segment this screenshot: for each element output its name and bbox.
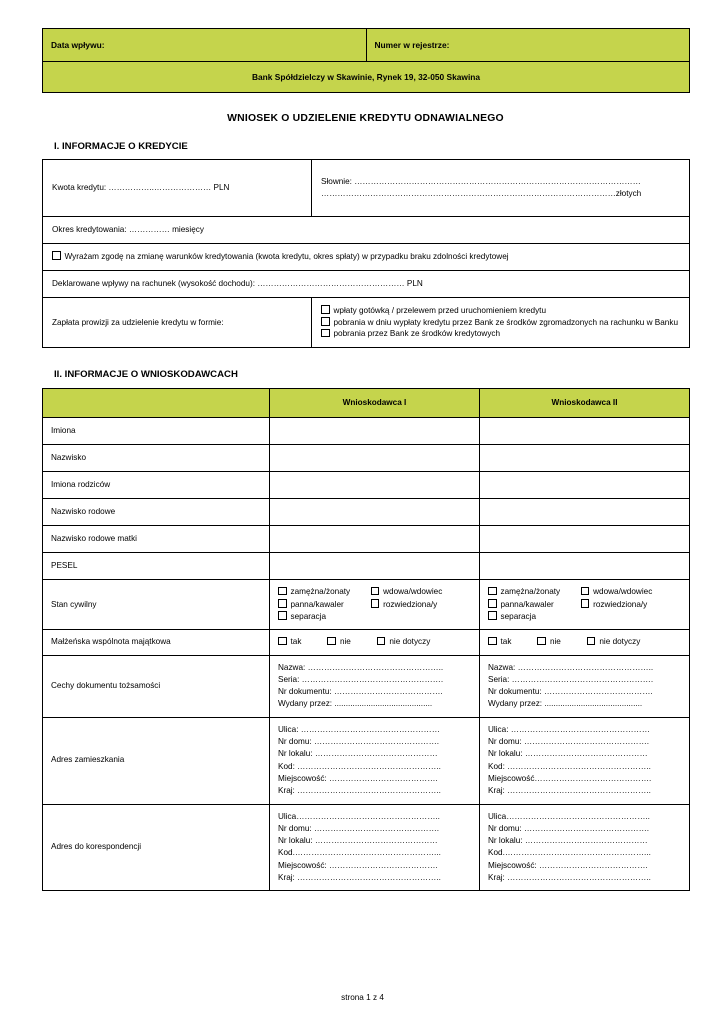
marital-option[interactable] (278, 611, 471, 623)
id-line: Wydany przez: ........................................... (488, 699, 643, 709)
applicant-2-value[interactable] (480, 445, 690, 472)
checkbox-icon[interactable] (321, 305, 330, 314)
credit-consent-cell (43, 243, 690, 270)
declared-income-cell: Deklarowane wpływy na rachunek (wysokość dochodu): ……………………………………………… PLN (43, 270, 690, 297)
checkbox-icon[interactable] (377, 637, 386, 646)
commission-option-3[interactable] (321, 328, 680, 340)
applicant-1-value[interactable] (270, 526, 480, 553)
checkbox-icon[interactable] (371, 587, 380, 596)
address-line: Kraj: …………………………………………….. (488, 872, 651, 882)
applicant-2-value[interactable] (480, 499, 690, 526)
address-line: Nr domu: ………………………………………. (488, 823, 650, 833)
marital-option[interactable] (278, 586, 371, 598)
row-label: Nazwisko rodowe (43, 499, 270, 526)
row-label: Imiona rodziców (43, 472, 270, 499)
address-line: Kod.……………………………………………... (488, 848, 651, 858)
checkbox-icon[interactable] (488, 599, 497, 608)
commission-option-2[interactable] (321, 317, 680, 329)
applicant-2-residence-address[interactable] (480, 717, 690, 804)
applicant-2-marital-options (480, 580, 690, 630)
credit-consent-row (43, 243, 690, 270)
address-line: Ulica: …………………………………………… (488, 724, 650, 734)
applicant-1-value[interactable] (270, 445, 480, 472)
id-line: Nazwa: ………………………………………….. (488, 662, 654, 672)
applicant-1-correspondence-address[interactable] (270, 804, 480, 891)
marital-option[interactable] (581, 586, 674, 598)
address-line: Kod: …………………………………………….. (488, 761, 651, 771)
table-row-id-document (43, 655, 690, 717)
joint-option[interactable] (537, 636, 560, 648)
checkbox-icon[interactable] (581, 599, 590, 608)
register-number-cell: Numer w rejestrze: (366, 29, 690, 62)
checkbox-icon[interactable] (321, 329, 330, 338)
address-line: Nr domu: ………………………………………. (278, 737, 440, 747)
applicant-1-value[interactable] (270, 472, 480, 499)
id-line: Nr dokumentu: …………………………………. (278, 687, 443, 697)
joint-option[interactable] (377, 636, 430, 648)
joint-option[interactable] (278, 636, 301, 648)
marital-option-label: wdowa/wdowiec (383, 587, 443, 597)
id-line: Nazwa: ………………………………………….. (278, 662, 444, 672)
date-received-cell: Data wpływu: (43, 29, 367, 62)
header-row-bank (43, 62, 690, 93)
marital-option-label: separacja (290, 611, 327, 621)
joint-option-label: nie (549, 637, 561, 647)
applicants-header-empty (43, 389, 270, 418)
row-label: Małżeńska wspólnota majątkowa (43, 630, 270, 655)
applicant-2-correspondence-address[interactable] (480, 804, 690, 891)
joint-option-label: nie dotyczy (389, 637, 431, 647)
row-label: Stan cywilny (43, 580, 270, 630)
table-row (43, 445, 690, 472)
marital-option-label: rozwiedziona/y (593, 599, 648, 609)
address-line: Nr lokalu: ……………………………………… (278, 836, 438, 846)
marital-option[interactable] (371, 586, 464, 598)
applicant-1-value[interactable] (270, 553, 480, 580)
credit-period-row (43, 217, 690, 244)
checkbox-icon[interactable] (581, 587, 590, 596)
credit-info-table (42, 159, 690, 348)
address-line: Miejscowość: …………………………………. (488, 860, 648, 870)
checkbox-icon[interactable] (488, 611, 497, 620)
marital-option-label: rozwiedziona/y (383, 599, 438, 609)
address-line: Kraj: …………………………………………….. (488, 786, 651, 796)
address-line: Miejscowość……………………………………. (488, 773, 652, 783)
credit-amount-row (43, 160, 690, 217)
amount-words-line-2: ………………………………………………………………………………………………złotych (321, 189, 642, 198)
joint-option[interactable] (587, 636, 640, 648)
applicant-2-value[interactable] (480, 526, 690, 553)
address-line: Ulica: …………………………………………… (278, 724, 440, 734)
table-row-correspondence-address (43, 804, 690, 891)
joint-option-label: tak (290, 637, 302, 647)
applicant-1-value[interactable] (270, 418, 480, 445)
applicant-2-header: Wnioskodawca II (480, 389, 690, 418)
commission-option-1[interactable] (321, 305, 680, 317)
checkbox-icon[interactable] (488, 637, 497, 646)
checkbox-icon[interactable] (371, 599, 380, 608)
row-label: Cechy dokumentu tożsamości (43, 655, 270, 717)
address-line: Nr lokalu: ……………………………………… (278, 749, 438, 759)
commission-option-3-label: pobrania przez Bank ze środków kredytowych (333, 329, 501, 339)
marital-option-label: separacja (500, 611, 537, 621)
checkbox-icon[interactable] (278, 611, 287, 620)
checkbox-icon[interactable] (52, 251, 61, 260)
joint-option-label: nie (339, 637, 351, 647)
table-row (43, 526, 690, 553)
checkbox-icon[interactable] (488, 587, 497, 596)
applicant-2-value[interactable] (480, 472, 690, 499)
checkbox-icon[interactable] (278, 637, 287, 646)
table-row-marital-status (43, 580, 690, 630)
table-row-residence-address (43, 717, 690, 804)
applicant-2-id-document[interactable] (480, 655, 690, 717)
checkbox-icon[interactable] (278, 587, 287, 596)
table-row (43, 553, 690, 580)
applicants-header-row (43, 389, 690, 418)
commission-option-2-label: pobrania w dniu wypłaty kredytu przez Bank ze środków zgromadzonych na rachunku w Banku (333, 317, 679, 327)
address-line: Kraj: …………………………………………….. (278, 786, 441, 796)
section-2-title: II. INFORMACJE O WNIOSKODAWCACH (54, 369, 238, 381)
row-label: Imiona (43, 418, 270, 445)
marital-option-label: zamężna/żonaty (290, 587, 351, 597)
credit-amount-words-cell (312, 160, 690, 217)
marital-option-label: panna/kawaler (290, 599, 344, 609)
commission-options-cell (312, 297, 690, 348)
checkbox-icon[interactable] (537, 637, 546, 646)
applicant-1-residence-address[interactable] (270, 717, 480, 804)
applicant-1-id-document[interactable] (270, 655, 480, 717)
consent-text: Wyrażam zgodę na zmianę warunków kredytowania (kwota kredytu, okres spłaty) w przypadku braku zdolności kredytowej (64, 251, 509, 261)
applicant-2-value[interactable] (480, 418, 690, 445)
credit-amount-cell: Kwota kredytu: ……………..………………… PLN (43, 160, 312, 217)
applicant-1-value[interactable] (270, 499, 480, 526)
row-label: Adres do korespondencji (43, 804, 270, 891)
address-line: Kod: …………………………………………….. (278, 761, 441, 771)
marital-option[interactable] (488, 586, 581, 598)
joint-option-label: nie dotyczy (599, 637, 641, 647)
table-row (43, 472, 690, 499)
marital-option-label: wdowa/wdowiec (593, 587, 653, 597)
header-row-fields (43, 29, 690, 62)
id-line: Nr dokumentu: …………………………………. (488, 687, 653, 697)
amount-words-line-1: Słownie: …………………………………………………………………………………………… (321, 177, 641, 187)
marital-option[interactable] (371, 599, 464, 611)
address-line: Miejscowość: …………………………………. (278, 773, 438, 783)
commission-row (43, 297, 690, 348)
checkbox-icon[interactable] (321, 317, 330, 326)
marital-option[interactable] (488, 611, 681, 623)
marital-option-label: zamężna/żonaty (500, 587, 561, 597)
applicants-table (42, 388, 690, 891)
row-label: Nazwisko (43, 445, 270, 472)
address-line: Nr lokalu: ……………………………………… (488, 836, 648, 846)
address-line: Kod.……………………………………………... (278, 848, 441, 858)
joint-option[interactable] (327, 636, 350, 648)
address-line: Nr domu: ………………………………………. (278, 823, 440, 833)
id-line: Seria: ……………………………………………. (278, 674, 444, 684)
header-table (42, 28, 690, 93)
address-line: Ulica…………………………………………….. (488, 811, 650, 821)
address-line: Nr lokalu: ……………………………………… (488, 749, 648, 759)
joint-option[interactable] (488, 636, 511, 648)
id-line: Wydany przez: ........................................... (278, 699, 433, 709)
row-label: Nazwisko rodowe matki (43, 526, 270, 553)
marital-option[interactable] (581, 599, 674, 611)
page-title: WNIOSEK O UDZIELENIE KREDYTU ODNAWIALNEGO (227, 113, 504, 124)
address-line: Kraj: …………………………………………….. (278, 872, 441, 882)
commission-label-cell: Zapłata prowizji za udzielenie kredytu w formie: (43, 297, 312, 348)
commission-option-1-label: wpłaty gotówką / przelewem przed uruchomieniem kredytu (333, 305, 547, 315)
address-line: Ulica…………………………………………….. (278, 811, 440, 821)
checkbox-icon[interactable] (327, 637, 336, 646)
page-footer: strona 1 z 4 (341, 993, 384, 1002)
applicant-2-value[interactable] (480, 553, 690, 580)
row-label: PESEL (43, 553, 270, 580)
bank-name-cell: Bank Spółdzielczy w Skawinie, Rynek 19, 32-050 Skawina (43, 62, 690, 93)
address-line: Nr domu: ………………………………………. (488, 737, 650, 747)
applicant-1-header: Wnioskodawca I (270, 389, 480, 418)
table-row (43, 418, 690, 445)
id-line: Seria: ……………………………………………. (488, 674, 654, 684)
applicant-1-marital-options (270, 580, 480, 630)
declared-income-row (43, 270, 690, 297)
joint-option-label: tak (500, 637, 512, 647)
marital-option[interactable] (488, 599, 581, 611)
credit-period-cell: Okres kredytowania: …………… miesięcy (43, 217, 690, 244)
marital-option-label: panna/kawaler (500, 599, 554, 609)
table-row (43, 499, 690, 526)
checkbox-icon[interactable] (587, 637, 596, 646)
address-line: Miejscowość: …………………………………. (278, 860, 438, 870)
applicant-2-joint-options (480, 630, 690, 655)
section-1-title: I. INFORMACJE O KREDYCIE (54, 141, 188, 152)
table-row-joint-property (43, 630, 690, 655)
checkbox-icon[interactable] (278, 599, 287, 608)
applicant-1-joint-options (270, 630, 480, 655)
row-label: Adres zamieszkania (43, 717, 270, 804)
marital-option[interactable] (278, 599, 371, 611)
